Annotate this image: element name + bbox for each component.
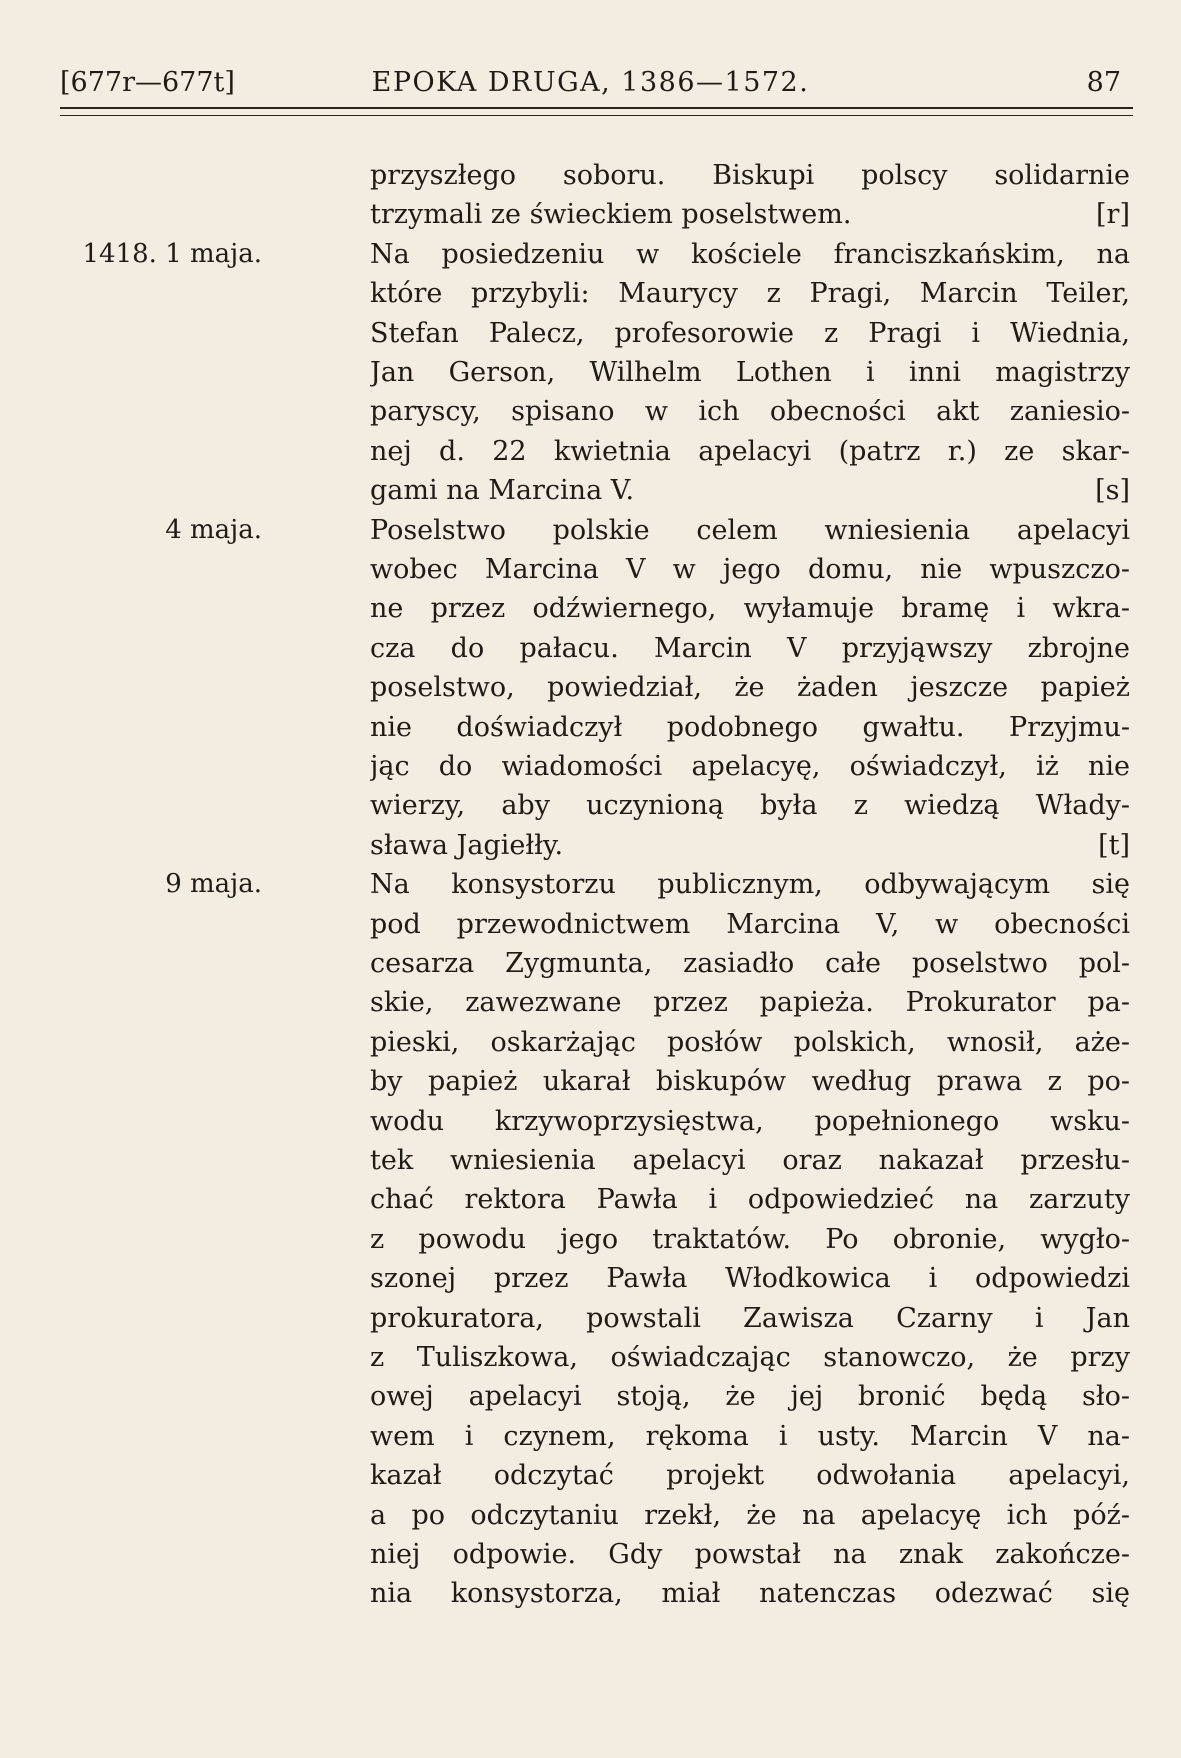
text-line <box>370 1535 1130 1574</box>
text-line <box>370 1259 1130 1298</box>
text-line <box>370 392 1130 431</box>
text-line <box>370 1023 1130 1062</box>
text-line <box>370 353 1130 392</box>
text-line <box>370 1377 1130 1416</box>
text-line <box>370 747 1130 786</box>
text-line <box>370 1220 1130 1259</box>
line-text: poselstwo, powiedział, że żaden jeszcze papież <box>370 672 1130 704</box>
line-text: Poselstwo polskie celem wniesienia apelacyi <box>370 514 1130 546</box>
line-text: szonej przez Pawła Włodkowica i odpowiedzi <box>370 1263 1130 1295</box>
line-text: prokuratora, powstali Zawisza Czarny i Jan <box>370 1302 1130 1334</box>
text-line <box>370 589 1130 628</box>
line-text: paryscy, spisano w ich obecności akt zaniesio- <box>370 396 1130 428</box>
page-number: 87 <box>1086 67 1121 98</box>
line-text: nej d. 22 kwietnia apelacyi (patrz r.) ze skar- <box>370 435 1130 467</box>
line-text: nie doświadczył podobnego gwałtu. Przyjmu- <box>370 711 1130 743</box>
text-line <box>370 1338 1130 1377</box>
text-line <box>370 905 1130 944</box>
line-text: chać rektora Pawła i odpowiedzieć na zarzuty <box>370 1184 1130 1216</box>
text-line <box>370 1102 1130 1141</box>
line-text: które przybyli: Maurycy z Pragi, Marcin Teiler, <box>370 278 1130 310</box>
text-line <box>370 826 1130 865</box>
line-text: nia konsystorza, miał natenczas odezwać się <box>370 1578 1130 1610</box>
line-text: wierzy, aby uczynioną była z wiedzą Włady- <box>370 790 1130 822</box>
line-text: by papież ukarał biskupów według prawa z po- <box>370 1066 1130 1098</box>
line-text: z powodu jego traktatów. Po obronie, wygło- <box>370 1223 1130 1255</box>
text-line <box>370 432 1130 471</box>
text-line <box>370 1417 1130 1456</box>
line-text: wobec Marcina V w jego domu, nie wpuszczo- <box>370 554 1130 585</box>
line-text: jąc do wiadomości apelacyę, oświadczył, iż nie <box>370 751 1130 782</box>
line-text: tek wniesienia apelacyi oraz nakazał przesłu- <box>370 1145 1130 1176</box>
line-text: ne przez odźwiernego, wyłamuje bramę i wkra- <box>370 593 1130 625</box>
footnote-marker: [s] <box>1095 475 1130 507</box>
line-text: Jan Gerson, Wilhelm Lothen i inni magistrzy <box>370 357 1130 388</box>
text-line <box>370 1574 1130 1613</box>
line-text: cza do pałacu. Marcin V przyjąwszy zbrojne <box>370 632 1130 664</box>
running-header <box>48 60 1133 106</box>
text-line <box>370 314 1130 353</box>
text-line <box>370 983 1130 1022</box>
entry-date: 9 maja. <box>165 869 262 900</box>
text-line <box>370 1456 1130 1495</box>
running-title: EPOKA DRUGA, 1386—1572. <box>371 67 810 98</box>
line-text: owej apelacyi stoją, że jej bronić będą sło- <box>370 1381 1130 1413</box>
text-line <box>370 1180 1130 1219</box>
line-text: Stefan Palecz, profesorowie z Pragi i Wiednia, <box>370 317 1130 349</box>
line-text: niej odpowie. Gdy powstał na znak zakończe- <box>370 1539 1130 1570</box>
text-line <box>370 708 1130 747</box>
line-text: a po odczytaniu rzekł, że na apelacyę ich póź- <box>370 1499 1130 1531</box>
text-line <box>370 865 1130 904</box>
line-text: gami na Marcina V. <box>370 475 635 507</box>
line-text: z Tuliszkowa, oświadczając stanowczo, że przy <box>370 1342 1130 1373</box>
text-line <box>370 235 1130 274</box>
line-text: trzymali ze świeckiem poselstwem. <box>370 199 852 231</box>
entry-date: 4 maja. <box>165 514 262 545</box>
footnote-marker: [t] <box>1098 829 1130 861</box>
folio-reference: [677r—677t] <box>60 67 235 98</box>
entry-date: 1418. 1 maja. <box>82 238 262 269</box>
line-text: wodu krzywoprzysięstwa, popełnionego wsku- <box>370 1105 1130 1137</box>
text-line <box>370 944 1130 983</box>
line-text: cesarza Zygmunta, zasiadło całe poselstwo pol- <box>370 948 1130 979</box>
text-line <box>370 471 1130 510</box>
text-line <box>370 274 1130 313</box>
header-rule <box>60 107 1133 116</box>
line-text: kazał odczytać projekt odwołania apelacyi, <box>370 1460 1130 1492</box>
line-text: skie, zawezwane przez papieża. Prokurator pa- <box>370 987 1130 1019</box>
text-line <box>370 1062 1130 1101</box>
text-line <box>370 1299 1130 1338</box>
text-line <box>370 1141 1130 1180</box>
line-text: przyszłego soboru. Biskupi polscy solidarnie <box>370 160 1130 191</box>
line-text: wem i czynem, rękoma i usty. Marcin V na- <box>370 1420 1130 1452</box>
text-line <box>370 511 1130 550</box>
line-text: sława Jagiełły. <box>370 829 564 861</box>
text-line <box>370 156 1130 195</box>
text-line <box>370 550 1130 589</box>
text-line <box>370 668 1130 707</box>
line-text: Na konsystorzu publicznym, odbywającym się <box>370 869 1130 901</box>
text-line <box>370 195 1130 234</box>
footnote-marker: [r] <box>1096 199 1130 231</box>
line-text: Na posiedzeniu w kościele franciszkańskim, na <box>370 238 1130 270</box>
line-text: pieski, oskarżając posłów polskich, wnosił, aże- <box>370 1026 1130 1058</box>
text-line <box>370 1496 1130 1535</box>
text-line <box>370 786 1130 825</box>
text-line <box>370 629 1130 668</box>
line-text: pod przewodnictwem Marcina V, w obecności <box>370 908 1130 940</box>
